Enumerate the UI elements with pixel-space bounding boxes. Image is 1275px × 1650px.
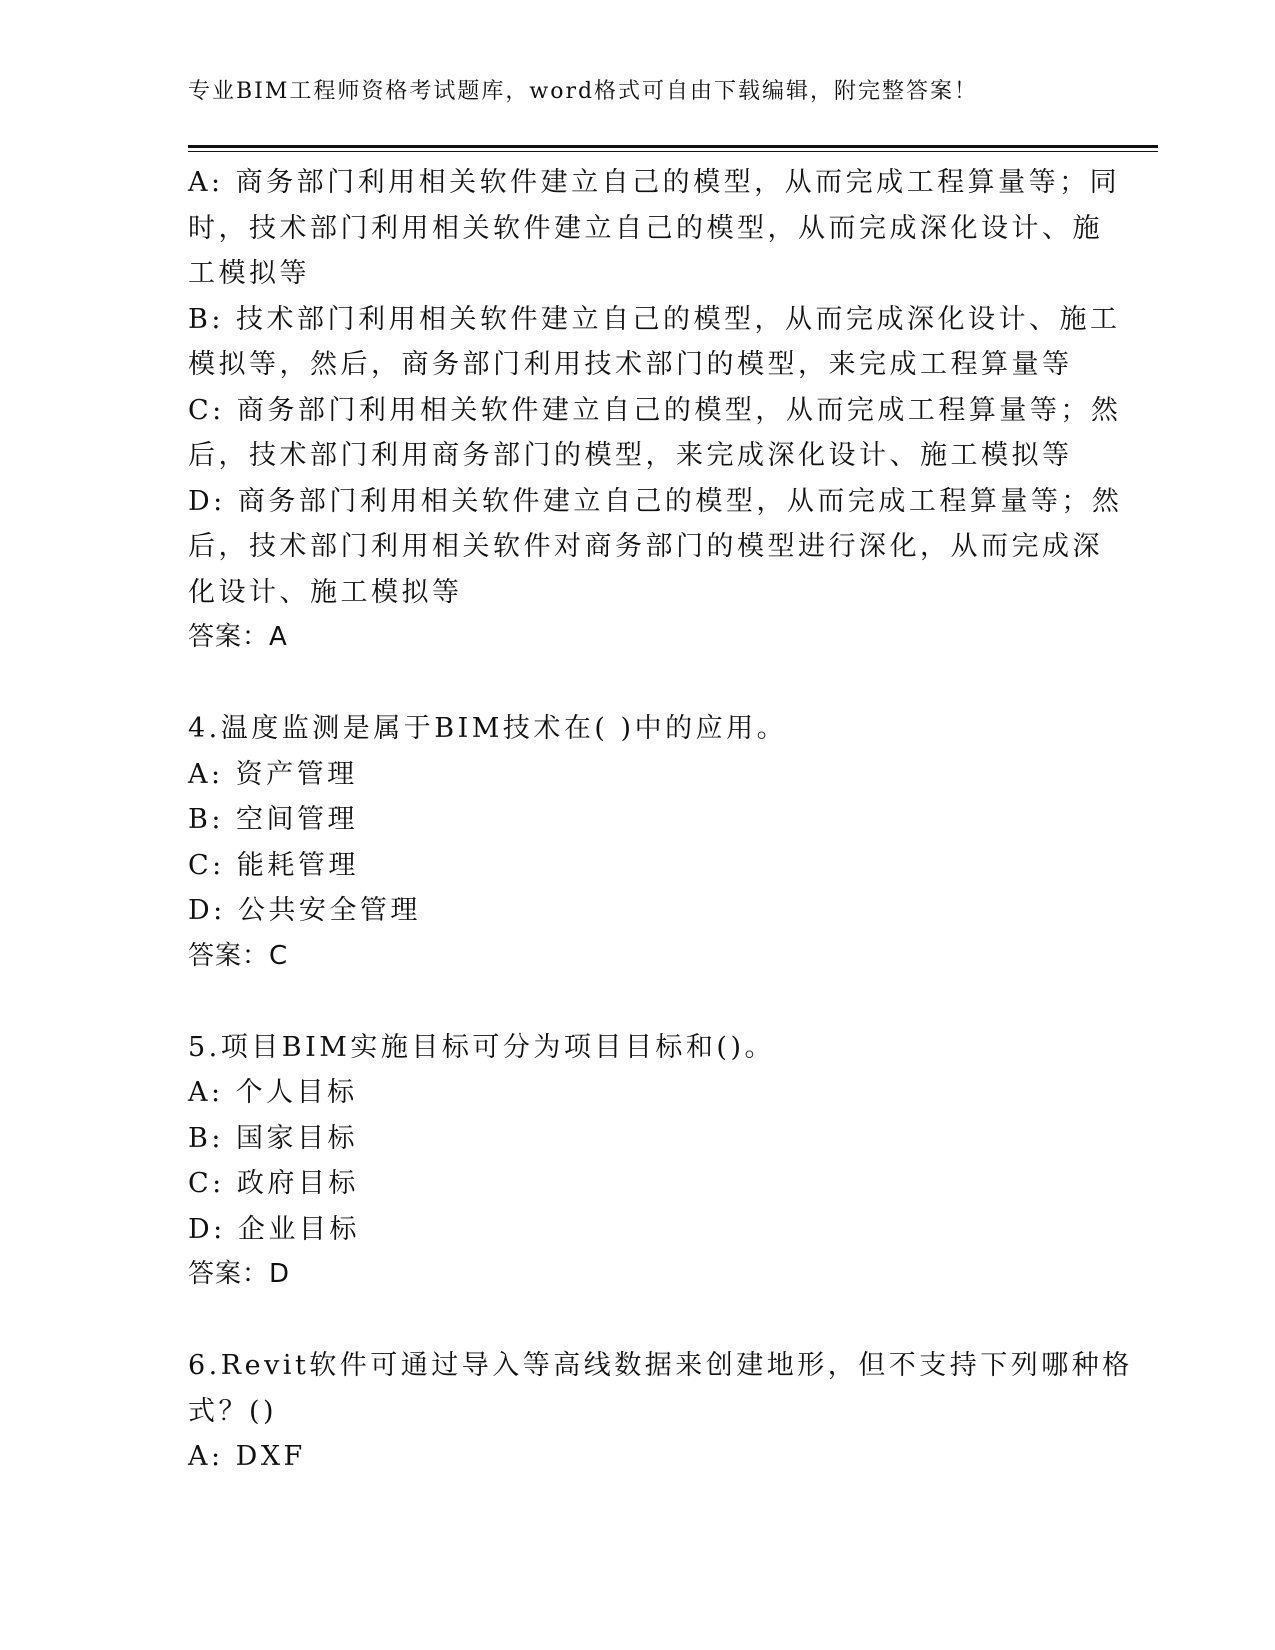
q3-option-d-line: D: 商务部门利用相关软件建立自己的模型，从而完成工程算量等；然	[188, 485, 1123, 517]
q6-stem-line: 6.Revit软件可通过导入等高线数据来创建地形，但不支持下列哪种格	[188, 1350, 1133, 1381]
q5-option: A: 个人目标	[188, 1077, 358, 1108]
q3-option-d-line: 化设计、施工模拟等	[188, 576, 463, 608]
q5-answer: 答案：D	[188, 1259, 291, 1289]
q5-option: B: 国家目标	[188, 1122, 359, 1154]
q4-option: B: 空间管理	[188, 804, 359, 835]
spacer	[188, 979, 1088, 1025]
q3-option-c	[188, 388, 1122, 479]
q4-option: C: 能耗管理	[188, 849, 359, 881]
q4-option: A: 资产管理	[188, 758, 358, 790]
spacer	[188, 661, 1088, 707]
page-header: 专业BIM工程师资格考试题库，word格式可自由下载编辑，附完整答案！	[188, 79, 979, 104]
q3-answer: 答案：A	[188, 622, 288, 652]
q6-stem-line: 式？()	[188, 1395, 278, 1427]
q6-option: A: DXF	[188, 1441, 306, 1472]
header-rule-thin	[188, 151, 1158, 152]
q3-option-b-line: 模拟等，然后，商务部门利用技术部门的模型，来完成工程算量等	[188, 349, 1073, 380]
q4-answer: 答案：C	[188, 940, 289, 971]
q3-option-a-line: 工模拟等	[188, 258, 310, 289]
q3-option-c-line: C: 商务部门利用相关软件建立自己的模型，从而完成工程算量等；然	[188, 394, 1122, 426]
spacer	[188, 1298, 1088, 1344]
header-rule-thick	[188, 145, 1158, 148]
q5-option: D: 企业目标	[188, 1213, 360, 1245]
q3-option-a-line: 时，技术部门利用相关软件建立自己的模型，从而完成深化设计、施	[188, 212, 1103, 244]
question-content	[188, 160, 1133, 1480]
q3-option-c-line: 后，技术部门利用商务部门的模型，来完成深化设计、施工模拟等	[188, 440, 1073, 471]
q3-option-d-line: 后，技术部门利用相关软件对商务部门的模型进行深化，从而完成深	[188, 531, 1103, 562]
q5-stem: 5.项目BIM实施目标可分为项目目标和()。	[188, 1031, 775, 1063]
q3-option-a	[188, 160, 1121, 297]
q5-option: C: 政府目标	[188, 1168, 359, 1199]
q3-option-a-line: A: 商务部门利用相关软件建立自己的模型，从而完成工程算量等；同	[188, 167, 1121, 198]
q3-option-b-line: B: 技术部门利用相关软件建立自己的模型，从而完成深化设计、施工	[188, 303, 1121, 335]
q3-option-b	[188, 297, 1121, 388]
q4-option: D: 公共安全管理	[188, 895, 421, 926]
q4-stem: 4.温度监测是属于BIM技术在( )中的应用。	[188, 713, 788, 744]
q3-option-d	[188, 479, 1123, 616]
